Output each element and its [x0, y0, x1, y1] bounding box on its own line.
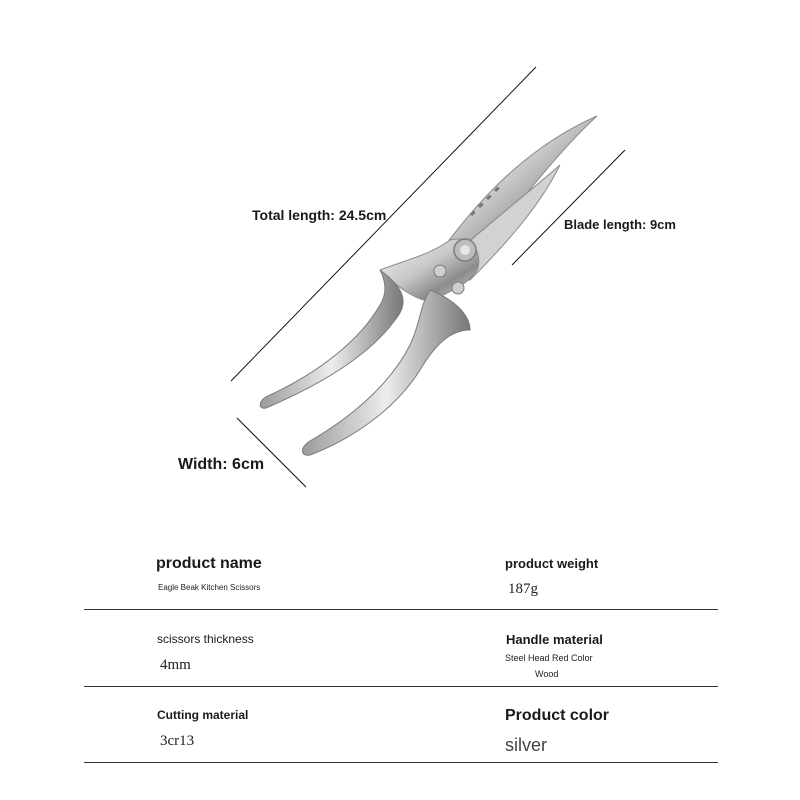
row-divider: [84, 762, 718, 763]
product-weight-label: product weight: [505, 556, 599, 571]
thickness-value: 4mm: [160, 657, 191, 673]
row-divider: [84, 609, 718, 610]
handle-material-value-line2: Wood: [535, 669, 559, 679]
blade-length-label: Blade length: 9cm: [564, 217, 676, 232]
handle-material-value-line1: Steel Head Red Color: [505, 653, 593, 663]
handle-material-label: Handle material: [506, 632, 603, 647]
thickness-label: scissors thickness: [157, 632, 254, 646]
product-name-label: product name: [156, 555, 262, 572]
product-color-value: silver: [505, 735, 548, 755]
cutting-material-value: 3cr13: [160, 733, 195, 749]
row-divider: [84, 686, 718, 687]
cutting-material-label: Cutting material: [157, 708, 249, 722]
product-name-value: Eagle Beak Kitchen Scissors: [158, 583, 261, 592]
product-color-label: Product color: [505, 707, 610, 724]
total-length-label: Total length: 24.5cm: [252, 207, 387, 223]
width-label: Width: 6cm: [178, 456, 265, 473]
product-weight-value: 187g: [508, 581, 538, 597]
